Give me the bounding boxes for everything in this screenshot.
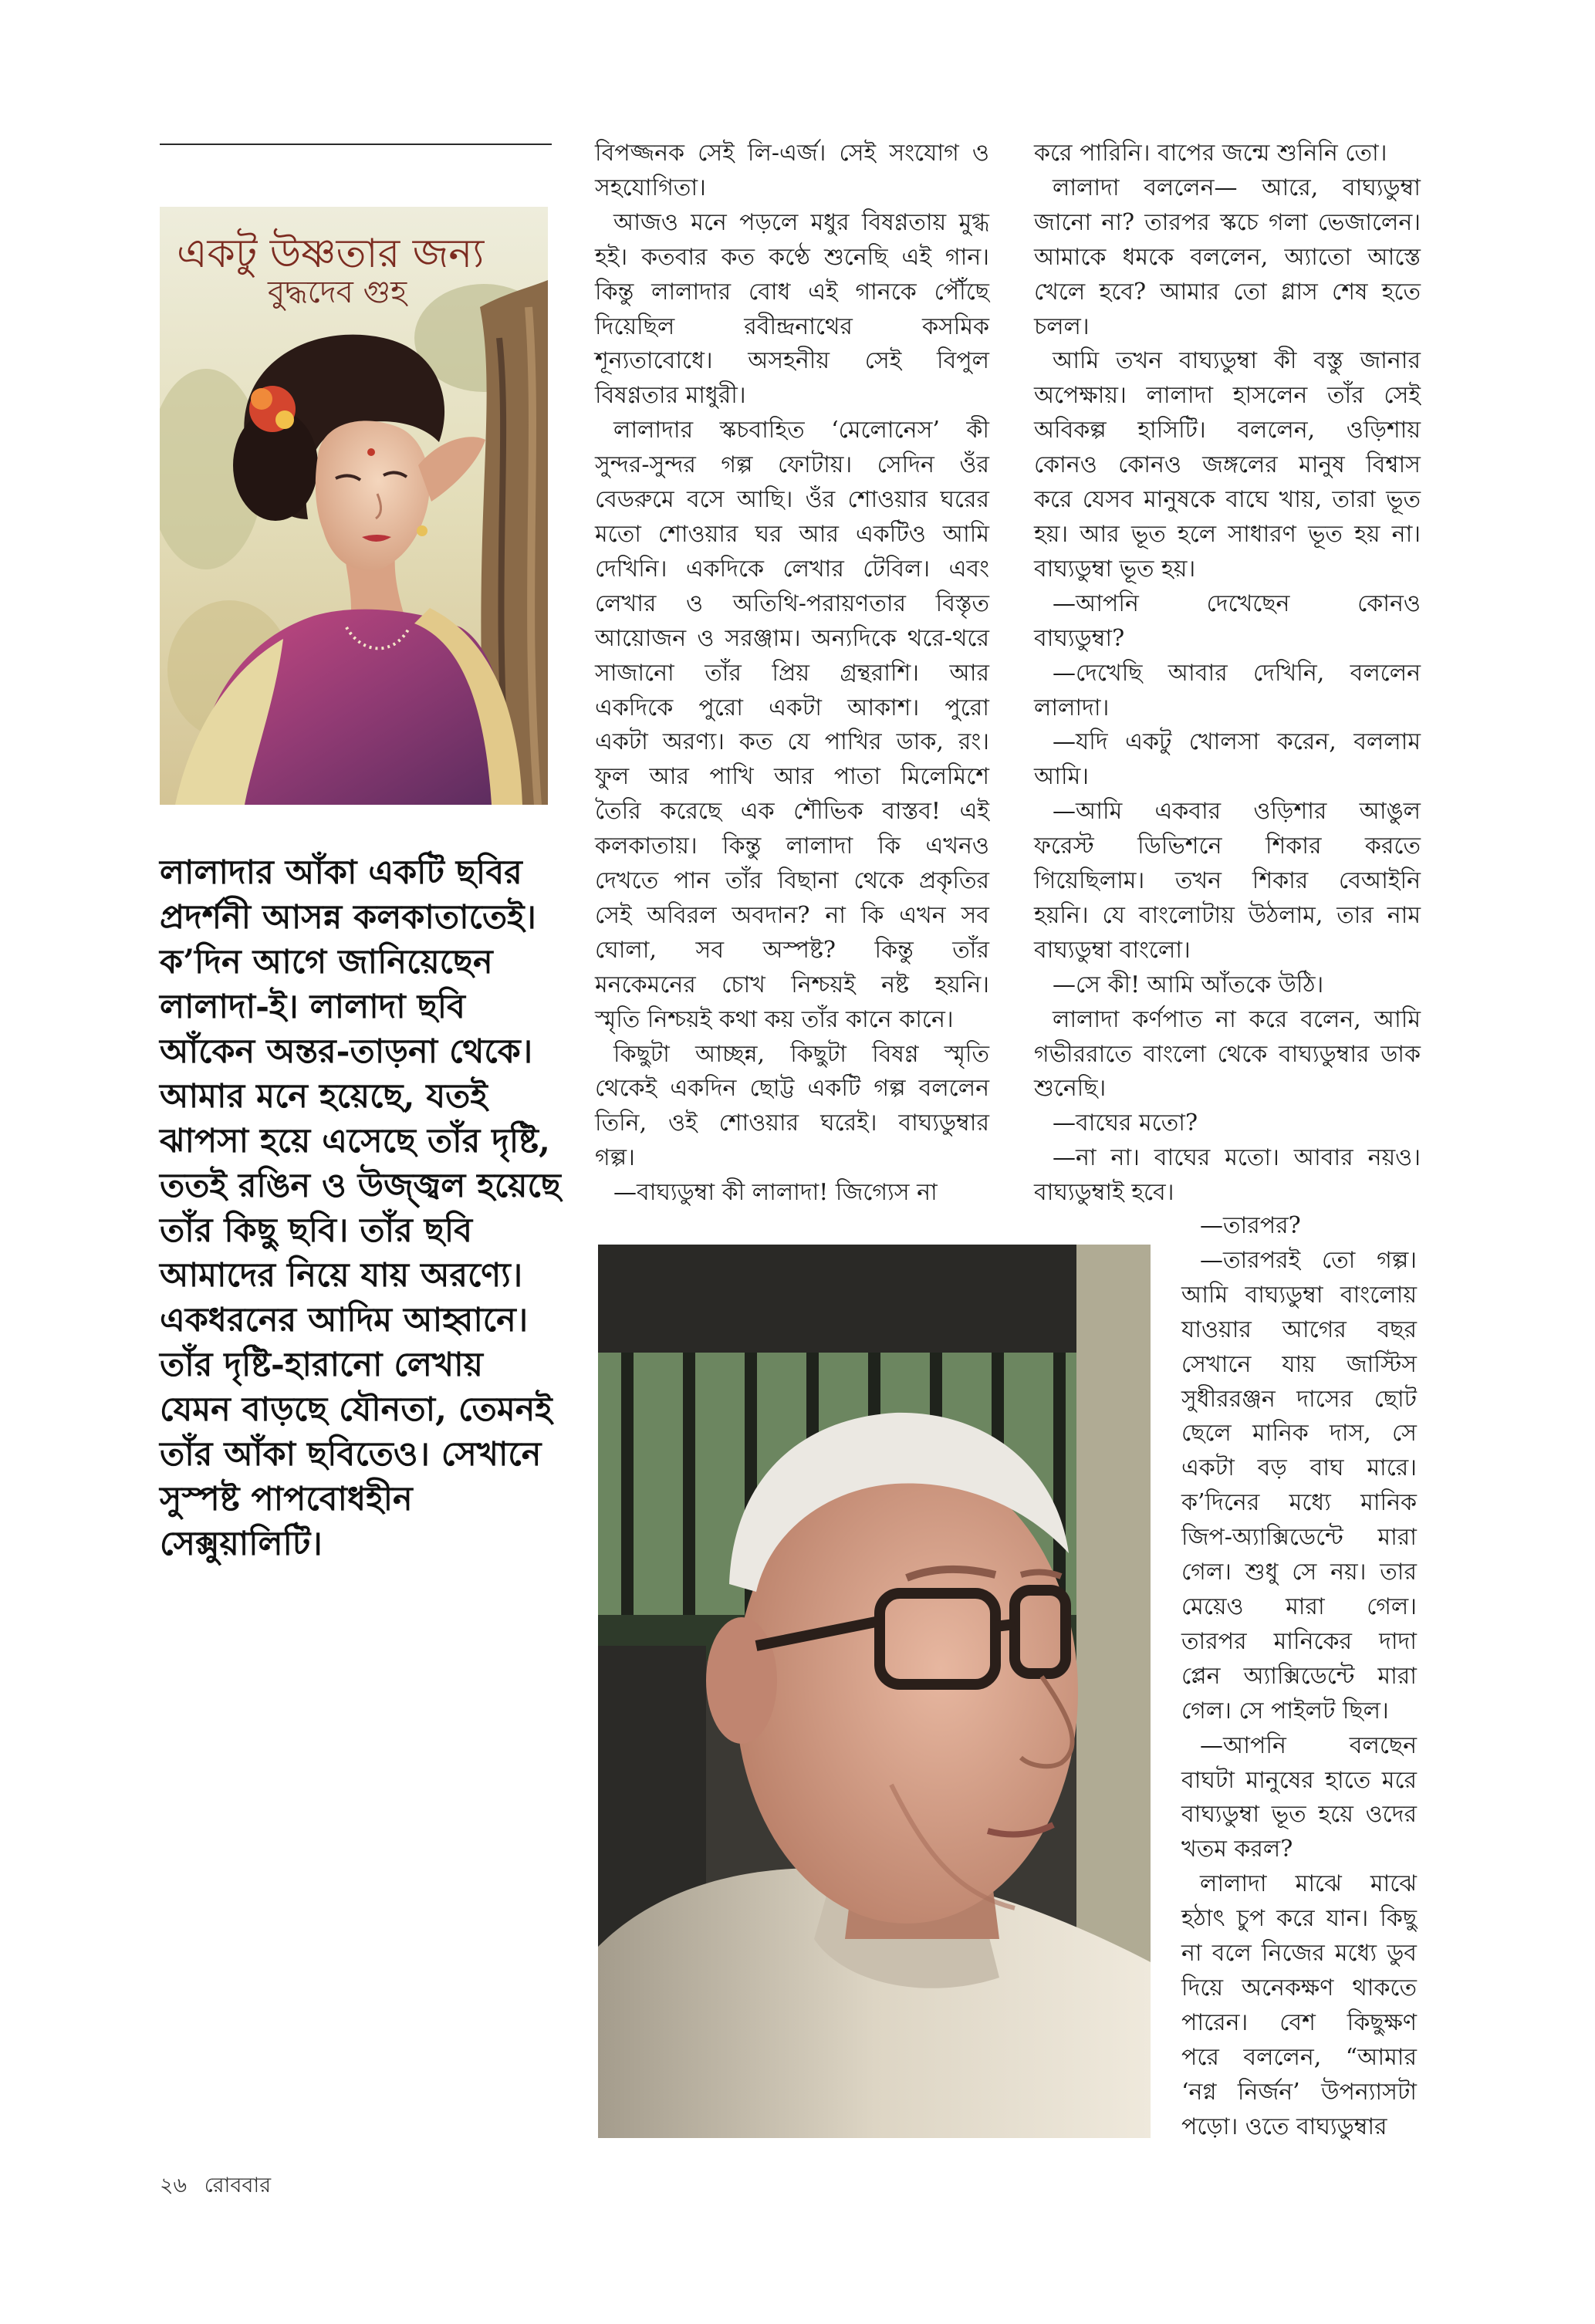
text-line: চলল। <box>1034 312 1090 340</box>
paragraph <box>1181 1867 1417 2144</box>
text-line: যাওয়ার আগের বছর <box>1181 1316 1417 1343</box>
pull-quote-line: আঁকেন অন্তর-তাড়না থেকে। <box>160 1032 533 1071</box>
text-line: আমি তখন বাঘ্যডুম্বা কী বস্তু জানার <box>1053 347 1421 375</box>
pull-quote-line: প্রদর্শনী আসন্ন কলকাতাতেই। <box>160 898 536 937</box>
paragraph <box>1034 657 1421 726</box>
text-line: লালাদা মাঝে মাঝে <box>1200 1870 1417 1898</box>
text-line: তৈরি করেছে এক শৌভিক বাস্তব! এই <box>595 798 989 826</box>
text-line: ‘নগ্ন নির্জন’ উপন্যাসটা <box>1181 2078 1417 2106</box>
paragraph <box>1034 1106 1421 1141</box>
paragraph <box>1034 1141 1421 1211</box>
text-line: লেখার ও অতিথি-পরায়ণতার বিস্তৃত <box>595 589 989 617</box>
text-line: গিয়েছিলাম। তখন শিকার বেআইনি <box>1034 867 1421 895</box>
paragraph <box>1181 1729 1417 1868</box>
paragraph <box>1034 1003 1421 1107</box>
text-line: করে পারিনি। বাপের জন্মে শুনিনি তো। <box>1034 140 1387 167</box>
pull-quote-line: তাঁর কিছু ছবি। তাঁর ছবি <box>160 1211 473 1250</box>
text-line: —বাঘ্যডুম্বা কী লালাদা! জিগ্যেস না <box>613 1179 938 1207</box>
text-line: ফুল আর পাখি আর পাতা মিলেমিশে <box>595 763 989 791</box>
hair-flower-petal <box>275 410 294 429</box>
text-line: লালাদা। <box>1034 694 1110 721</box>
text-line: একটা বড় বাঘ মারে। <box>1181 1454 1417 1482</box>
text-line: আমাকে ধমকে বললেন, অ্যাতো আস্তে <box>1034 243 1421 271</box>
pull-quote-line: ততই রঙিন ও উজ্জ্বল হয়েছে <box>160 1167 561 1205</box>
article-column-middle <box>595 137 989 1211</box>
text-line: হঠাৎ চুপ করে যান। কিছু <box>1181 1905 1417 1933</box>
text-line: হই। কতবার কত কণ্ঠে শুনেছি এই গান। <box>595 243 989 271</box>
text-line: কিন্তু লালাদার বোধ এই গানকে পৌঁছে <box>595 278 989 306</box>
paragraph <box>1181 1209 1417 1244</box>
text-line: স্মৃতি নিশ্চয়ই কথা কয় তাঁর কানে কানে। <box>595 1005 954 1033</box>
text-line: —আপনি দেখেছেন কোনও <box>1053 589 1421 617</box>
paragraph <box>595 206 989 414</box>
window-frame-top <box>598 1245 1151 1353</box>
text-line: দেখিনি। একদিকে লেখার টেবিল। এবং <box>595 555 989 583</box>
ear <box>706 1617 777 1744</box>
hair-flower-petal <box>251 388 272 410</box>
text-line: সাজানো তাঁর প্রিয় গ্রন্থরাশি। আর <box>595 659 989 687</box>
text-line: সেই অবিরল অবদান? না কি এখন সব <box>595 901 989 929</box>
paragraph <box>595 1038 989 1177</box>
pull-quote-line: তাঁর আঁকা ছবিতেও। সেখানে <box>160 1435 542 1474</box>
paragraph <box>1034 171 1421 345</box>
earring <box>417 525 427 536</box>
paragraph <box>595 414 989 1037</box>
text-line: বাঘ্যডুম্বা ভূত হয়ে ওদের <box>1181 1801 1417 1829</box>
paragraph <box>1034 968 1421 1003</box>
text-line: লালাদা কর্ণপাত না করে বলেন, আমি <box>1053 1005 1421 1033</box>
pull-quote-line: আমার মনে হয়েছে, যতই <box>160 1077 488 1116</box>
text-line: দিয়ে অনেকক্ষণ থাকতে <box>1181 1974 1417 2001</box>
window-bar <box>621 1353 634 1623</box>
paragraph <box>1034 344 1421 586</box>
text-line: ফরেস্ট ডিভিশনে শিকার করতে <box>1034 833 1421 860</box>
paragraph <box>595 137 989 206</box>
text-line: —বাঘের মতো? <box>1053 1110 1198 1137</box>
text-line: বেডরুমে বসে আছি। ওঁর শোওয়ার ঘরের <box>595 486 989 514</box>
pull-quote-line: আমাদের নিয়ে যায় অরণ্যে। <box>160 1256 523 1295</box>
text-line: অপেক্ষায়। লালাদা হাসলেন তাঁর সেই <box>1034 382 1421 410</box>
text-line: —না না। বাঘের মতো। আবার নয়ও। <box>1053 1144 1421 1172</box>
pull-quote-line: লালাদার আঁকা একটি ছবির <box>160 853 522 892</box>
text-line: —দেখেছি আবার দেখিনি, বললেন <box>1053 659 1421 687</box>
text-line: সুধীররঞ্জন দাসের ছোট <box>1181 1385 1417 1413</box>
bindi <box>367 448 375 456</box>
text-line: কলকাতায়। কিন্তু লালাদা কি এখনও <box>595 833 989 860</box>
text-line: জানো না? তারপর স্কচে গলা ভেজালেন। <box>1034 208 1421 236</box>
top-rule <box>160 144 552 145</box>
text-line: বাঘ্যডুম্বাই হবে। <box>1034 1179 1174 1207</box>
glasses-bridge <box>995 1624 1015 1626</box>
text-line: হয়নি। যে বাংলোটায় উঠলাম, তার নাম <box>1034 901 1421 929</box>
text-line: আমি বাঘ্যডুম্বা বাংলোয় <box>1181 1281 1417 1309</box>
text-line: —তারপরই তো গল্প। <box>1200 1246 1417 1274</box>
text-line: বাঘ্যডুম্বা বাংলো। <box>1034 936 1191 964</box>
author-portrait-photo <box>598 1245 1151 2138</box>
text-line: আয়োজন ও সরঞ্জাম। অন্যদিকে থরে-থরে <box>595 624 989 652</box>
text-line: দিয়েছিল রবীন্দ্রনাথের কসমিক <box>595 312 989 340</box>
text-line: কোনও কোনও জঙ্গলের মানুষ বিশ্বাস <box>1034 451 1421 479</box>
text-line: গেল। শুধু সে নয়। তার <box>1181 1559 1417 1586</box>
text-line: ঘোলা, সব অস্পষ্ট? কিন্তু তাঁর <box>595 936 989 964</box>
text-line: ক’দিনের মধ্যে মানিক <box>1181 1489 1417 1517</box>
text-line: শুনেছি। <box>1034 1075 1107 1103</box>
paragraph <box>1034 587 1421 657</box>
text-line: তিনি, ওই শোওয়ার ঘরেই। বাঘ্যডুম্বার <box>595 1110 989 1137</box>
text-line: ছেলে মানিক দাস, সে <box>1181 1420 1417 1447</box>
text-line: বাঘ্যডুম্বা? <box>1034 624 1125 652</box>
text-line: একদিকে পুরো একটা আকাশ। পুরো <box>595 694 989 721</box>
text-line: কিছুটা আচ্ছন্ন, কিছুটা বিষণ্ণ স্মৃতি <box>613 1040 989 1068</box>
text-line: পরে বললেন, “আমার <box>1181 2043 1417 2071</box>
text-line: থেকেই একদিন ছোট্ট একটি গল্প বললেন <box>595 1075 989 1103</box>
portrait-illustration <box>598 1245 1151 2138</box>
text-line: পড়ো। ওতে বাঘ্যডুম্বার <box>1181 2113 1387 2140</box>
magazine-name: রোববার <box>204 2174 272 2197</box>
text-line: অবিকল্প হাসিটি। বললেন, ওড়িশায় <box>1034 417 1421 444</box>
text-line: আমি। <box>1034 763 1089 791</box>
pull-quote-line: যেমন বাড়ছে যৌনতা, তেমনই <box>160 1390 553 1429</box>
text-line: পারেন। বেশ কিছুক্ষণ <box>1181 2008 1417 2036</box>
text-line: প্লেন অ্যাক্সিডেন্টে মারা <box>1181 1662 1417 1690</box>
pull-quote-line: ক’দিন আগে জানিয়েছেন <box>160 943 493 981</box>
pull-quote-line: তাঁর দৃষ্টি-হারানো লেখায় <box>160 1346 483 1384</box>
text-line: লালাদার স্কচবাহিত ‘মেলোনেস’ কী <box>613 417 989 444</box>
pull-quote-line: সুস্পষ্ট পাপবোধহীন <box>160 1480 413 1518</box>
cover-title: একটু উষ্ণতার জন্য <box>177 231 485 277</box>
pull-quote-line: সেক্সুয়ালিটি। <box>160 1525 323 1563</box>
text-line: সহযোগিতা। <box>595 174 706 201</box>
text-line: দেখতে পান তাঁর বিছানা থেকে প্রকৃতির <box>595 867 989 895</box>
text-line: সেখানে যায় জাস্টিস <box>1181 1350 1417 1378</box>
cover-author: বুদ্ধদেব গুহ <box>268 275 407 310</box>
text-line: জিপ-অ্যাক্সিডেন্টে মারা <box>1181 1524 1417 1552</box>
text-line: —সে কী! আমি আঁতকে উঠি। <box>1053 971 1324 998</box>
text-line: মেয়েও মারা গেল। <box>1181 1593 1417 1620</box>
text-line: বিপজ্জনক সেই লি-এর্জ। সেই সংযোগ ও <box>595 140 989 167</box>
text-line: সুন্দর-সুন্দর গল্প ফোটায়। সেদিন ওঁর <box>595 451 989 479</box>
paragraph <box>1181 1244 1417 1729</box>
pull-quote-line: একধরনের আদিম আহ্বানে। <box>160 1301 529 1339</box>
text-line: একটা অরণ্য। কত যে পাখির ডাক, রং। <box>595 728 989 756</box>
pull-quote <box>160 850 576 1566</box>
paragraph <box>595 1176 989 1211</box>
window-bar <box>683 1353 695 1623</box>
text-line: বাঘটা মানুষের হাতে মরে <box>1181 1766 1417 1794</box>
text-line: মনকেমনের চোখ নিশ্চয়ই নষ্ট হয়নি। <box>595 971 989 998</box>
text-line: বিষণ্ণতার মাধুরী। <box>595 382 746 410</box>
text-line: তারপর মানিকের দাদা <box>1181 1627 1417 1655</box>
text-line: খতম করল? <box>1181 1836 1293 1863</box>
paragraph <box>1034 725 1421 795</box>
text-line: শূন্যতাবোধে। অসহনীয় সেই বিপুল <box>595 347 989 375</box>
text-line: গল্প। <box>595 1144 635 1172</box>
paragraph <box>1034 795 1421 968</box>
text-line: গেল। সে পাইলট ছিল। <box>1181 1697 1389 1724</box>
article-column-right-top <box>1034 137 1421 1211</box>
text-line: আজও মনে পড়লে মধুর বিষণ্ণতায় মুগ্ধ <box>613 208 989 236</box>
text-line: —যদি একটু খোলসা করেন, বললাম <box>1053 728 1421 756</box>
text-line: —তারপর? <box>1200 1212 1301 1239</box>
text-line: মতো শোওয়ার ঘর আর একটিও আমি <box>595 520 989 548</box>
text-line: লালাদা বললেন— আরে, বাঘ্যডুম্বা <box>1053 174 1421 201</box>
text-line: —আমি একবার ওড়িশার আঙুল <box>1053 798 1421 826</box>
text-line: —আপনি বলছেন <box>1200 1731 1417 1759</box>
text-line: করে যেসব মানুষকে বাঘে খায়, তারা ভূত <box>1034 486 1421 514</box>
text-line: না বলে নিজের মধ্যে ডুব <box>1181 1940 1417 1968</box>
pull-quote-line: লালাদা-ই। লালাদা ছবি <box>160 988 465 1026</box>
pull-quote-line: ঝাপসা হয়ে এসেছে তাঁর দৃষ্টি, <box>160 1122 550 1160</box>
text-line: হয়। আর ভূত হলে সাধারণ ভূত হয় না। <box>1034 520 1421 548</box>
text-line: খেলে হবে? আমার তো গ্লাস শেষ হতে <box>1034 278 1421 306</box>
article-column-right-bottom <box>1181 1209 1417 2144</box>
paragraph <box>1034 137 1421 171</box>
page-footer <box>160 2173 271 2199</box>
page-number: ২৬ <box>160 2174 188 2197</box>
book-cover-illustration <box>160 207 548 805</box>
text-line: গভীররাতে বাংলো থেকে বাঘ্যডুম্বার ডাক <box>1034 1040 1421 1068</box>
text-line: বাঘ্যডুম্বা ভূত হয়। <box>1034 555 1196 583</box>
book-cover-image <box>160 207 548 805</box>
